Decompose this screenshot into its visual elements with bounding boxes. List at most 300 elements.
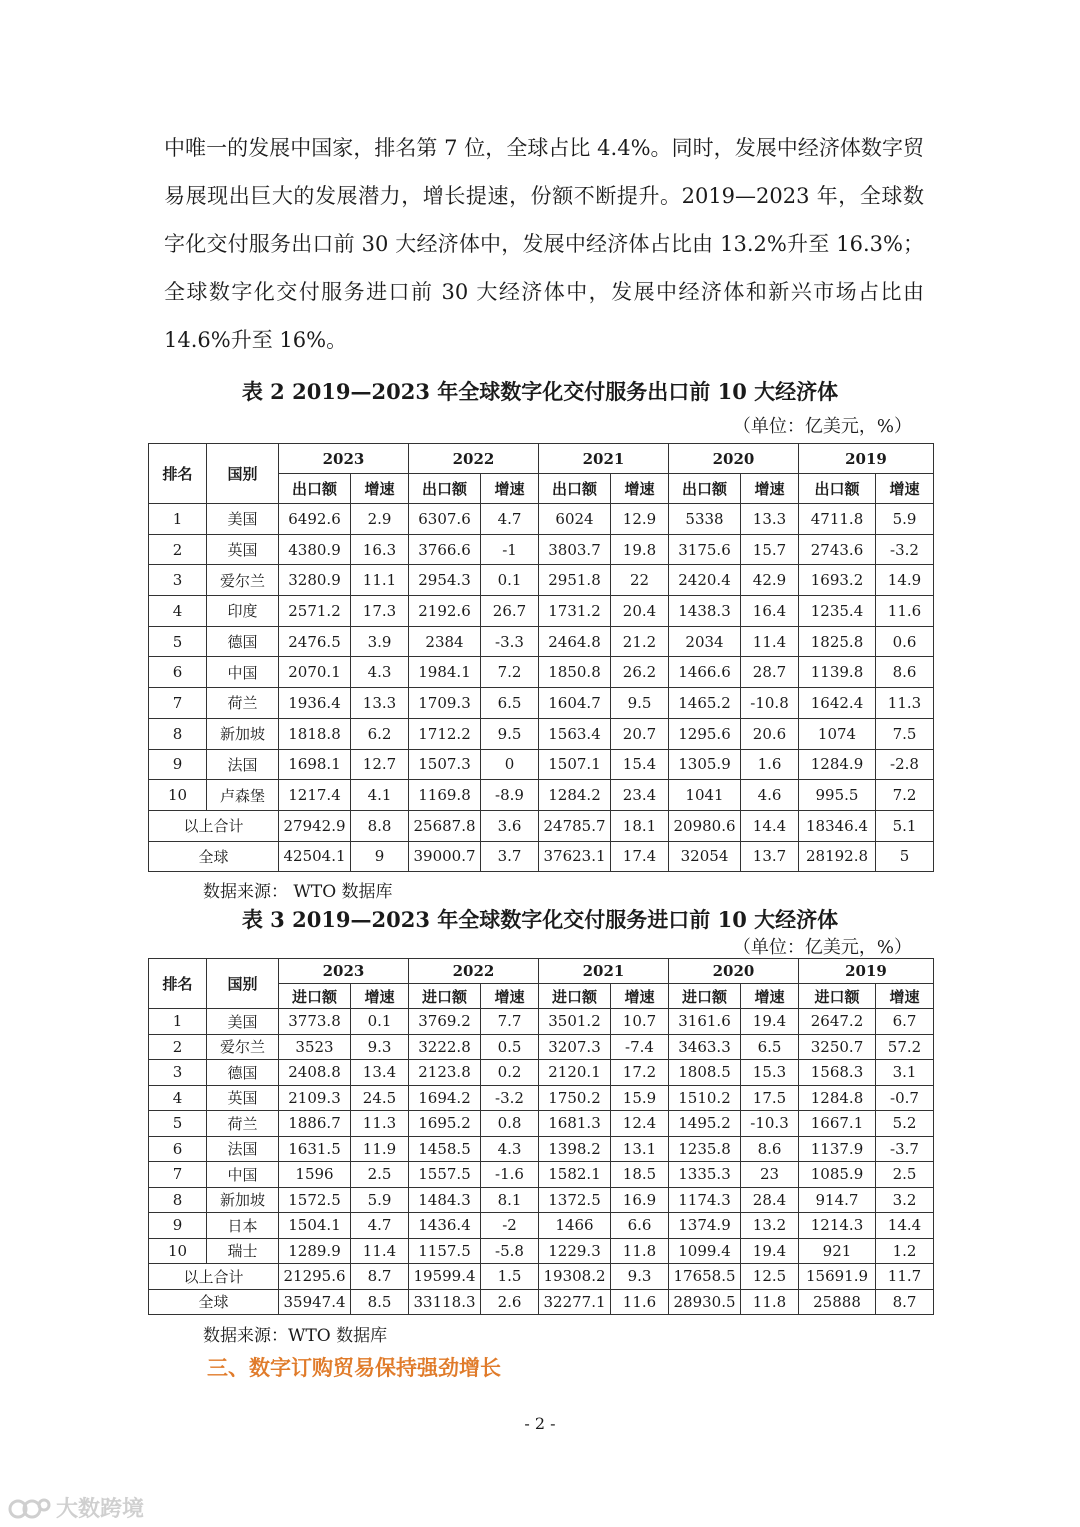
country-cell: 新加坡 [207,718,279,749]
table-row [149,657,934,688]
value-cell: 32277.1 [539,1289,611,1315]
growth-cell: -3.2 [481,1085,539,1111]
growth-cell: 5.9 [876,504,934,535]
header-value: 进口额 [409,984,481,1009]
rank-cell: 10 [149,1238,207,1264]
growth-cell: 7.7 [481,1009,539,1035]
growth-cell: 17.5 [741,1085,799,1111]
growth-cell: 5.2 [876,1111,934,1137]
value-cell: 1436.4 [409,1213,481,1239]
growth-cell: 6.5 [481,688,539,719]
value-cell: 1484.3 [409,1187,481,1213]
growth-cell: 12.4 [611,1111,669,1137]
header-rank: 排名 [149,959,207,1009]
growth-cell: 6.7 [876,1009,934,1035]
growth-cell: -0.7 [876,1085,934,1111]
country-cell: 新加坡 [207,1187,279,1213]
rank-cell: 7 [149,1162,207,1188]
value-cell: 1458.5 [409,1136,481,1162]
rank-cell: 5 [149,626,207,657]
growth-cell: 20.6 [741,718,799,749]
growth-cell: 0 [481,749,539,780]
header-value: 出口额 [799,474,876,504]
growth-cell: 8.6 [876,657,934,688]
value-cell: 914.7 [799,1187,876,1213]
value-cell: 25888 [799,1289,876,1315]
value-cell: 1510.2 [669,1085,741,1111]
growth-cell: -2 [481,1213,539,1239]
growth-cell: 2.9 [351,504,409,535]
value-cell: 35947.4 [279,1289,351,1315]
value-cell: 2420.4 [669,565,741,596]
growth-cell: 12.9 [611,504,669,535]
country-cell: 法国 [207,1136,279,1162]
value-cell: 1466.6 [669,657,741,688]
growth-cell: 26.2 [611,657,669,688]
header-growth: 增速 [741,474,799,504]
growth-cell: 4.6 [741,780,799,811]
header-year: 2019 [799,444,934,474]
growth-cell: 11.6 [611,1289,669,1315]
growth-cell: 28.7 [741,657,799,688]
table3-unit: （单位：亿美元，%） [732,937,912,958]
intro-paragraph [164,124,924,364]
table-row [149,1009,934,1035]
header-growth: 增速 [611,984,669,1009]
value-cell: 1709.3 [409,688,481,719]
value-cell: 1563.4 [539,718,611,749]
table-row [149,1187,934,1213]
growth-cell: 11.8 [611,1238,669,1264]
value-cell: 1284.8 [799,1085,876,1111]
value-cell: 2408.8 [279,1060,351,1086]
value-cell: 1731.2 [539,596,611,627]
table-row [149,1111,934,1137]
growth-cell: 3.2 [876,1187,934,1213]
country-cell: 印度 [207,596,279,627]
value-cell: 1466 [539,1213,611,1239]
header-growth: 增速 [876,984,934,1009]
value-cell: 1596 [279,1162,351,1188]
value-cell: 21295.6 [279,1264,351,1290]
header-value: 出口额 [279,474,351,504]
header-growth: 增速 [876,474,934,504]
value-cell: 19308.2 [539,1264,611,1290]
header-year: 2023 [279,444,409,474]
growth-cell: 11.6 [876,596,934,627]
value-cell: 1335.3 [669,1162,741,1188]
value-cell: 1604.7 [539,688,611,719]
value-cell: 921 [799,1238,876,1264]
growth-cell: 23 [741,1162,799,1188]
growth-cell: 9.5 [481,718,539,749]
paragraph-text: 中唯一的发展中国家，排名第 7 位，全球占比 4.4%。同时，发展中经济体数字贸易展现出巨大的发展潜力，增长提速，份额不断提升。2019—2023 年，全球数字化交付服务出口前 30 大经济体中，发展中经济体占比由 13.2%升至 16.3%；全球数字化交付服务进口前 30 大经济体中，发展中经济体和新兴市场占比由 14.6%升至 16%。 [164,136,924,352]
value-cell: 1139.8 [799,657,876,688]
header-value: 进口额 [669,984,741,1009]
header-country: 国别 [207,444,279,504]
growth-cell: 28.4 [741,1187,799,1213]
value-cell: 3501.2 [539,1009,611,1035]
value-cell: 25687.8 [409,810,481,841]
value-cell: 3250.7 [799,1034,876,1060]
value-cell: 27942.9 [279,810,351,841]
rank-cell: 8 [149,1187,207,1213]
value-cell: 3280.9 [279,565,351,596]
header-growth: 增速 [351,474,409,504]
country-cell: 瑞士 [207,1238,279,1264]
header-year: 2019 [799,959,934,984]
value-cell: 20980.6 [669,810,741,841]
value-cell: 2109.3 [279,1085,351,1111]
growth-cell: 1.5 [481,1264,539,1290]
subtotal-label: 以上合计 [149,1264,279,1290]
value-cell: 1850.8 [539,657,611,688]
value-cell: 1808.5 [669,1060,741,1086]
value-cell: 3175.6 [669,534,741,565]
growth-cell: 13.1 [611,1136,669,1162]
country-cell: 爱尔兰 [207,1034,279,1060]
growth-cell: 24.5 [351,1085,409,1111]
growth-cell: 13.7 [741,841,799,872]
value-cell: 3222.8 [409,1034,481,1060]
growth-cell: 7.2 [876,780,934,811]
growth-cell: 20.7 [611,718,669,749]
rank-cell: 10 [149,780,207,811]
value-cell: 1507.3 [409,749,481,780]
table-row [149,504,934,535]
growth-cell: 8.6 [741,1136,799,1162]
value-cell: 2120.1 [539,1060,611,1086]
growth-cell: 15.9 [611,1085,669,1111]
growth-cell: 18.1 [611,810,669,841]
growth-cell: 4.1 [351,780,409,811]
value-cell: 6024 [539,504,611,535]
value-cell: 3773.8 [279,1009,351,1035]
growth-cell: 11.3 [351,1111,409,1137]
table-row [149,688,934,719]
growth-cell: -5.8 [481,1238,539,1264]
value-cell: 1504.1 [279,1213,351,1239]
rank-cell: 3 [149,565,207,596]
subtotal-row [149,1264,934,1290]
country-cell: 中国 [207,1162,279,1188]
growth-cell: 22 [611,565,669,596]
value-cell: 2951.8 [539,565,611,596]
growth-cell: 12.7 [351,749,409,780]
value-cell: 2070.1 [279,657,351,688]
value-cell: 15691.9 [799,1264,876,1290]
table-row [149,1060,934,1086]
value-cell: 1631.5 [279,1136,351,1162]
growth-cell: 6.6 [611,1213,669,1239]
header-year: 2021 [539,444,669,474]
value-cell: 1886.7 [279,1111,351,1137]
value-cell: 1284.2 [539,780,611,811]
value-cell: 1398.2 [539,1136,611,1162]
value-cell: 18346.4 [799,810,876,841]
header-year: 2022 [409,444,539,474]
rank-cell: 7 [149,688,207,719]
value-cell: 1642.4 [799,688,876,719]
header-value: 进口额 [279,984,351,1009]
rank-cell: 6 [149,1136,207,1162]
page-number: - 2 - [524,1414,556,1433]
growth-cell: 3.9 [351,626,409,657]
growth-cell: -3.7 [876,1136,934,1162]
growth-cell: 19.4 [741,1009,799,1035]
growth-cell: 42.9 [741,565,799,596]
growth-cell: -3.3 [481,626,539,657]
growth-cell: 11.7 [876,1264,934,1290]
growth-cell: 1.6 [741,749,799,780]
table-row [149,1034,934,1060]
country-cell: 德国 [207,1060,279,1086]
value-cell: 1157.5 [409,1238,481,1264]
country-cell: 荷兰 [207,688,279,719]
growth-cell: 0.1 [351,1009,409,1035]
growth-cell: 16.9 [611,1187,669,1213]
table-row [149,1162,934,1188]
value-cell: 1557.5 [409,1162,481,1188]
growth-cell: 6.2 [351,718,409,749]
value-cell: 1694.2 [409,1085,481,1111]
growth-cell: 8.7 [351,1264,409,1290]
value-cell: 2123.8 [409,1060,481,1086]
growth-cell: 11.9 [351,1136,409,1162]
value-cell: 1289.9 [279,1238,351,1264]
value-cell: 3803.7 [539,534,611,565]
header-year: 2020 [669,444,799,474]
total-label: 全球 [149,1289,279,1315]
growth-cell: 14.4 [741,810,799,841]
growth-cell: 4.7 [351,1213,409,1239]
value-cell: 1235.8 [669,1136,741,1162]
header-growth: 增速 [611,474,669,504]
table-row [149,596,934,627]
growth-cell: 0.6 [876,626,934,657]
country-cell: 德国 [207,626,279,657]
rank-cell: 1 [149,504,207,535]
value-cell: 1235.4 [799,596,876,627]
growth-cell: 19.8 [611,534,669,565]
growth-cell: 11.3 [876,688,934,719]
growth-cell: 16.3 [351,534,409,565]
value-cell: 1137.9 [799,1136,876,1162]
value-cell: 1085.9 [799,1162,876,1188]
growth-cell: 14.9 [876,565,934,596]
value-cell: 1438.3 [669,596,741,627]
growth-cell: 5 [876,841,934,872]
value-cell: 3161.6 [669,1009,741,1035]
value-cell: 6492.6 [279,504,351,535]
country-cell: 中国 [207,657,279,688]
header-country: 国别 [207,959,279,1009]
value-cell: 3523 [279,1034,351,1060]
growth-cell: 10.7 [611,1009,669,1035]
growth-cell: 9.5 [611,688,669,719]
header-year: 2022 [409,959,539,984]
value-cell: 2464.8 [539,626,611,657]
growth-cell: 17.4 [611,841,669,872]
value-cell: 6307.6 [409,504,481,535]
value-cell: 2954.3 [409,565,481,596]
growth-cell: -10.3 [741,1111,799,1137]
watermark [8,1492,144,1523]
header-growth: 增速 [481,984,539,1009]
value-cell: 1174.3 [669,1187,741,1213]
export-table [148,443,934,872]
value-cell: 2192.6 [409,596,481,627]
table-row [149,1213,934,1239]
growth-cell: -7.4 [611,1034,669,1060]
growth-cell: 0.2 [481,1060,539,1086]
value-cell: 1693.2 [799,565,876,596]
value-cell: 1712.2 [409,718,481,749]
value-cell: 4380.9 [279,534,351,565]
import-table [148,958,934,1315]
value-cell: 1217.4 [279,780,351,811]
value-cell: 1582.1 [539,1162,611,1188]
rank-cell: 4 [149,1085,207,1111]
header-value: 出口额 [409,474,481,504]
growth-cell: 2.5 [876,1162,934,1188]
header-value: 进口额 [799,984,876,1009]
value-cell: 1818.8 [279,718,351,749]
table-row [149,1238,934,1264]
growth-cell: 2.6 [481,1289,539,1315]
header-value: 进口额 [539,984,611,1009]
growth-cell: -1.6 [481,1162,539,1188]
rank-cell: 6 [149,657,207,688]
value-cell: 19599.4 [409,1264,481,1290]
growth-cell: 7.5 [876,718,934,749]
growth-cell: 15.4 [611,749,669,780]
table3-source: 数据来源：WTO 数据库 [203,1326,388,1346]
value-cell: 4711.8 [799,504,876,535]
growth-cell: 17.2 [611,1060,669,1086]
value-cell: 28930.5 [669,1289,741,1315]
header-year: 2023 [279,959,409,984]
table-row [149,1136,934,1162]
value-cell: 1495.2 [669,1111,741,1137]
country-cell: 荷兰 [207,1111,279,1137]
value-cell: 37623.1 [539,841,611,872]
growth-cell: 11.1 [351,565,409,596]
growth-cell: 21.2 [611,626,669,657]
rank-cell: 5 [149,1111,207,1137]
header-growth: 增速 [351,984,409,1009]
rank-cell: 1 [149,1009,207,1035]
growth-cell: 6.5 [741,1034,799,1060]
value-cell: 5338 [669,504,741,535]
growth-cell: 20.4 [611,596,669,627]
growth-cell: 26.7 [481,596,539,627]
total-label: 全球 [149,841,279,872]
value-cell: 28192.8 [799,841,876,872]
watermark-text: 大数跨境 [56,1497,145,1522]
value-cell: 1936.4 [279,688,351,719]
rank-cell: 4 [149,596,207,627]
table-row [149,1085,934,1111]
value-cell: 2384 [409,626,481,657]
growth-cell: 9.3 [351,1034,409,1060]
value-cell: 1984.1 [409,657,481,688]
growth-cell: 19.4 [741,1238,799,1264]
value-cell: 1681.3 [539,1111,611,1137]
growth-cell: 8.8 [351,810,409,841]
value-cell: 2743.6 [799,534,876,565]
total-row [149,1289,934,1315]
growth-cell: 0.8 [481,1111,539,1137]
value-cell: 33118.3 [409,1289,481,1315]
country-cell: 美国 [207,1009,279,1035]
value-cell: 39000.7 [409,841,481,872]
header-year: 2020 [669,959,799,984]
growth-cell: 23.4 [611,780,669,811]
header-growth: 增速 [741,984,799,1009]
growth-cell: 3.1 [876,1060,934,1086]
value-cell: 32054 [669,841,741,872]
value-cell: 3207.3 [539,1034,611,1060]
growth-cell: 4.7 [481,504,539,535]
growth-cell: 5.1 [876,810,934,841]
country-cell: 卢森堡 [207,780,279,811]
value-cell: 1750.2 [539,1085,611,1111]
value-cell: 1074 [799,718,876,749]
table-row [149,780,934,811]
subtotal-label: 以上合计 [149,810,279,841]
value-cell: 1284.9 [799,749,876,780]
growth-cell: 8.7 [876,1289,934,1315]
growth-cell: 13.4 [351,1060,409,1086]
table-row [149,565,934,596]
table-row [149,718,934,749]
growth-cell: -10.8 [741,688,799,719]
value-cell: 1695.2 [409,1111,481,1137]
growth-cell: -1 [481,534,539,565]
value-cell: 1374.9 [669,1213,741,1239]
value-cell: 1465.2 [669,688,741,719]
rank-cell: 8 [149,718,207,749]
value-cell: 24785.7 [539,810,611,841]
rank-cell: 9 [149,749,207,780]
value-cell: 17658.5 [669,1264,741,1290]
value-cell: 1295.6 [669,718,741,749]
value-cell: 2571.2 [279,596,351,627]
rank-cell: 9 [149,1213,207,1239]
growth-cell: 9.3 [611,1264,669,1290]
growth-cell: 7.2 [481,657,539,688]
table3-caption: 表 3 2019—2023 年全球数字化交付服务进口前 10 大经济体 [241,907,839,932]
header-rank: 排名 [149,444,207,504]
value-cell: 1825.8 [799,626,876,657]
growth-cell: 11.4 [741,626,799,657]
section-heading: 三、数字订购贸易保持强劲增长 [207,1356,501,1380]
table-row [149,626,934,657]
country-cell: 英国 [207,534,279,565]
growth-cell: 0.1 [481,565,539,596]
value-cell: 1169.8 [409,780,481,811]
table-row [149,749,934,780]
growth-cell: 13.3 [351,688,409,719]
country-cell: 日本 [207,1213,279,1239]
value-cell: 1667.1 [799,1111,876,1137]
country-cell: 法国 [207,749,279,780]
growth-cell: -8.9 [481,780,539,811]
table2-unit: （单位：亿美元，%） [732,416,912,437]
country-cell: 美国 [207,504,279,535]
growth-cell: 3.7 [481,841,539,872]
